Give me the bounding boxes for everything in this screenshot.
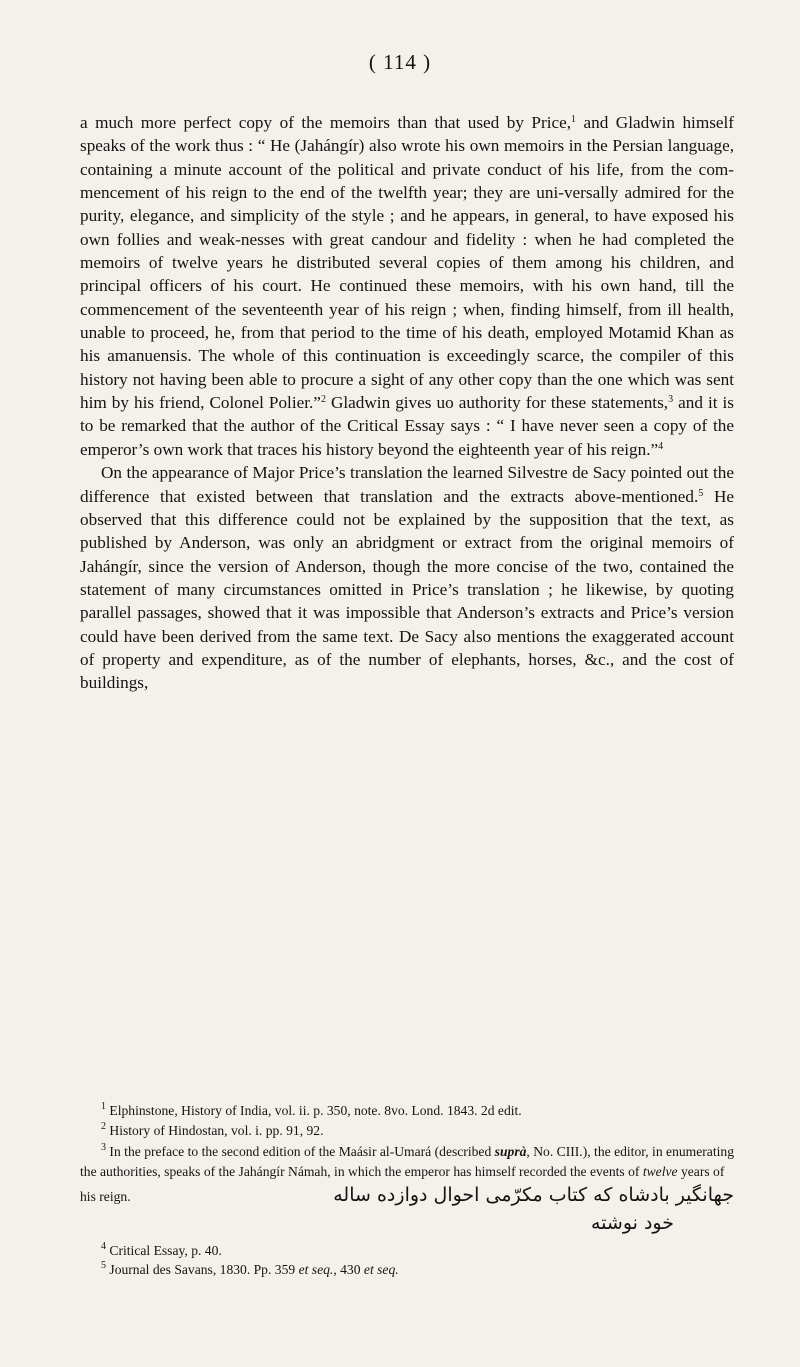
p1-text-d: and it is to be remarked that the author of the Critical Essay says : “ I have never seen a copy of the emperor’s own work that traces his history beyond the eighteenth year of his reign.” <box>80 393 734 459</box>
footnote-2 <box>80 1121 734 1141</box>
footnote-3-text-a: In the preface to the second edition of the Maásir al-Umará (described <box>106 1143 495 1159</box>
body-text <box>80 111 734 695</box>
footnote-3-text-b: , No. CIII.), the editor, in enumerating the authorities, speaks of the Jahángír Námah, in which the emperor has himself recorded the events of <box>80 1143 734 1180</box>
footnote-3-his-reign: his reign. <box>80 1188 131 1204</box>
footnote-4-text: Critical Essay, p. 40. <box>106 1242 222 1258</box>
p2-text-b: He observed that this difference could not be explained by the supposition that the text, as published by Anderson, was only an abridgment or extract from the original memoirs of Jahángír, since the version of Anderson, though the more concise of the two, contained the statement of many circumstances omitted in Price’s translation ; he likewise, by quoting parallel passages, showed that it was impossible that Anderson’s extracts and Price’s version could have been derived from the same text. De Sacy also mentions the exaggerated account of property and expenditure, as of the number of elephants, horses, &c., and the cost of buildings, <box>80 486 734 693</box>
footnote-2-text: History of Hindostan, vol. i. pp. 91, 92. <box>106 1123 324 1139</box>
p2-text-a: On the appearance of Major Price’s translation the learned Silvestre de Sacy pointed out the difference that existed between that translation and the extracts above-mentioned. <box>80 463 734 506</box>
footnote-ref-4: 4 <box>658 440 664 452</box>
p1-text-a: a much more perfect copy of the memoirs than that used by Price, <box>80 113 572 132</box>
footnote-4 <box>80 1241 734 1260</box>
footnote-3-supra: suprà <box>494 1143 527 1159</box>
footnote-ref-2: 2 <box>320 394 326 406</box>
footnote-5 <box>80 1260 734 1279</box>
footnote-2-number: 2 <box>101 1121 106 1133</box>
footnote-5-text-a: Journal des Savans, 1830. Pp. 359 <box>106 1261 299 1277</box>
footnote-3 <box>80 1142 734 1183</box>
footnote-1-number: 1 <box>101 1101 106 1112</box>
footnote-3-twelve: twelve <box>642 1164 678 1180</box>
footnote-5-et-seq-2: et seq. <box>363 1261 399 1277</box>
p1-text-b: and Gladwin himself speaks of the work thus : “ He (Jahángír) also wrote his own memoirs in the Persian language, containing a minute account of the political and private conduct of his life, from the com-mencement of his reign to the end of the twelfth year; they are uni-versally admired for the purity, elegance, and simplicity of the style ; and he appears, in general, to have exposed his own follies and weak-nesses with great candour and fidelity : when he had completed the memoirs of twelve years he distributed several copies of them among his children, and principal officers of his court. He continued these memoirs, with his own hand, till the commencement of the seventeenth year of his reign ; when, finding himself, from ill health, unable to proceed, he, from that period to the time of his death, employed Motamid Khan as his amanuensis. The whole of this continuation is exceedingly scarce, the compiler of this history not having been able to procure a sight of any other copy than the one which was sent him by his friend, Colonel Polier.” <box>80 113 735 413</box>
footnote-5-et-seq-1: et seq. <box>298 1261 334 1277</box>
footnote-3-number: 3 <box>101 1141 106 1153</box>
p1-text-c: Gladwin gives uo authority for these statements, <box>325 393 669 413</box>
footnotes-4-5 <box>80 1241 734 1279</box>
footnote-4-number: 4 <box>101 1240 106 1252</box>
page-number: ( 114 ) <box>368 50 432 74</box>
footnote-1 <box>80 1101 734 1121</box>
footnote-ref-3: 3 <box>668 394 674 406</box>
footnote-3-text-c: years of <box>677 1164 725 1180</box>
persian-quote-line-2-wrap <box>80 1213 734 1239</box>
footnote-3-persian-line <box>80 1185 734 1213</box>
footnote-5-number: 5 <box>101 1259 106 1271</box>
paragraph-1 <box>80 111 734 461</box>
persian-quote-line-2: خود نوشته <box>590 1211 674 1234</box>
paragraph-2 <box>80 461 734 694</box>
footnote-5-text-b: , 430 <box>333 1261 364 1277</box>
footnote-ref-1: 1 <box>571 114 577 125</box>
persian-quote-line-1: جهانگیر بادشاه که کتاب مکرّمی احوال دوازده ساله <box>333 1183 734 1206</box>
footnotes <box>80 1101 734 1279</box>
footnote-1-text: Elphinstone, History of India, vol. ii. p. 350, note. 8vo. Lond. 1843. 2d edit. <box>106 1103 522 1118</box>
footnote-ref-5: 5 <box>698 487 704 499</box>
